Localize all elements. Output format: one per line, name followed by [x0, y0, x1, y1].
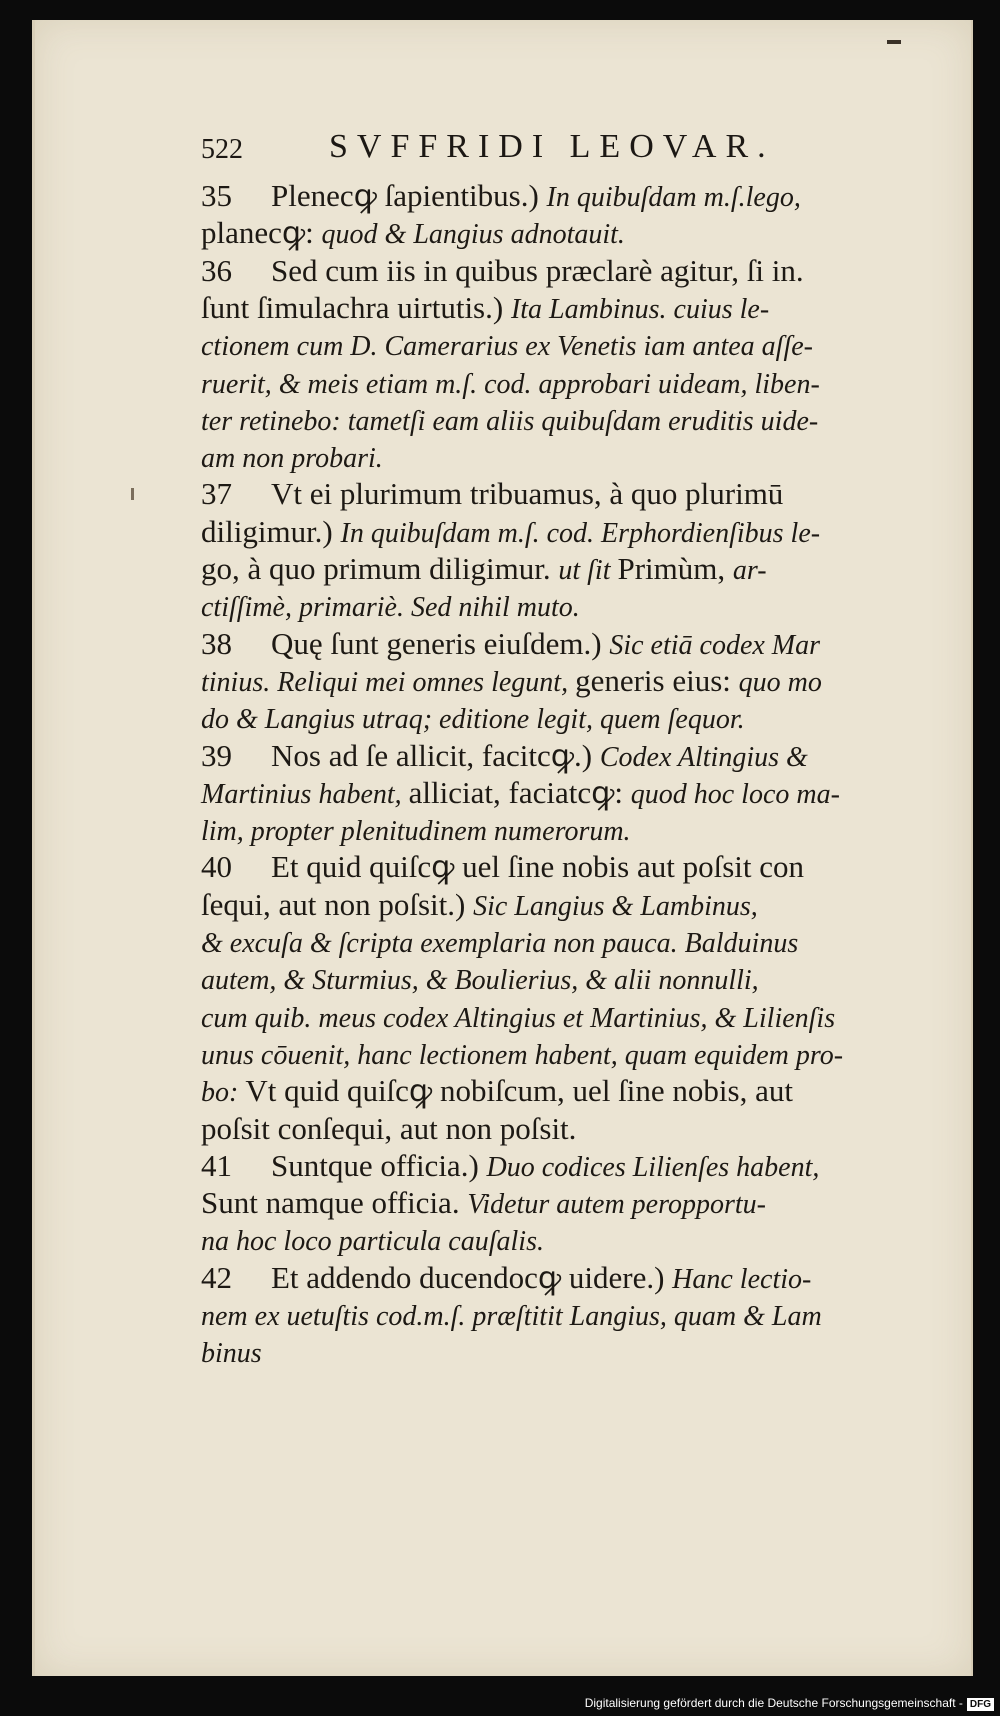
text-line: [201, 810, 631, 850]
text-segment: ar-: [732, 555, 767, 586]
text-line: [201, 661, 822, 701]
text-segment: am non probari.: [201, 443, 383, 475]
text-segment: Nos ad ſe allicit, facitcꝙ.): [271, 737, 600, 773]
text-line: [201, 1034, 843, 1074]
text-segment: Suntque officia.): [271, 1147, 487, 1183]
text-segment: ctiſſimè, primariè. Sed nihil muto.: [201, 592, 580, 624]
text-line: [201, 885, 758, 925]
text-line: [201, 176, 801, 216]
text-line: [201, 400, 818, 440]
text-segment: quo mo: [738, 666, 822, 698]
text-line: [201, 288, 769, 328]
text-segment: ſunt ſimulachra uirtutis.): [201, 289, 511, 325]
text-line: [201, 736, 808, 776]
text-line: [201, 325, 813, 365]
note-number: 37: [201, 476, 232, 512]
text-line: [201, 363, 820, 403]
page-number: 522: [201, 134, 243, 165]
footer-credit: Digitalisierung gefördert durch die Deutsche Forschungsgemeinschaft -: [584, 1696, 963, 1710]
text-line: [201, 698, 745, 738]
text-line: [201, 624, 820, 664]
text-segment: ruerit, & meis etiam m.ſ. cod. approbari uideam, liben-: [201, 368, 820, 400]
text-segment: Plenecꝙ ſapientibus.): [271, 178, 547, 213]
note-number: 41: [201, 1147, 232, 1183]
text-segment: ter retinebo: tametſi eam aliis quibuſdam eruditis uide-: [201, 405, 819, 437]
margin-speck: [131, 488, 134, 500]
text-segment: Videtur autem peropportu-: [467, 1189, 766, 1221]
text-segment: binus: [201, 1338, 262, 1370]
text-line: [201, 922, 798, 962]
text-segment: nem ex uetuſtis cod.m.ſ. præſtitit Langius, quam & Lam: [201, 1301, 822, 1332]
text-segment: Quę ſunt generis eiuſdem.): [271, 625, 610, 661]
text-segment: generis eius:: [575, 662, 739, 698]
note-number: 39: [201, 737, 232, 773]
text-segment: unus cōuenit, hanc lectionem habent, quam equidem pro-: [201, 1039, 844, 1071]
text-segment: Vt quid quiſcꝙ nobiſcum, uel ſine nobis, aut: [245, 1073, 793, 1109]
text-segment: autem, & Sturmius, & Boulierius, & alii nonnulli,: [201, 965, 759, 997]
note-number: 40: [201, 849, 232, 885]
text-segment: Hanc lectio-: [672, 1263, 812, 1295]
text-segment: planecꝙ:: [201, 215, 322, 251]
text-segment: Vt ei plurimum tribuamus, à quo plurimū: [271, 476, 784, 512]
text-segment: ſequi, aut non poſsit.): [201, 886, 474, 922]
corner-mark: [887, 40, 901, 44]
text-line: [201, 847, 804, 887]
note-number: 35: [201, 178, 232, 213]
text-line: [201, 1220, 544, 1260]
text-segment: diligimur.): [201, 513, 341, 549]
text-segment: Sic Langius & Lambinus,: [473, 890, 758, 922]
text-segment: In quibuſdam m.ſ. cod. Erphordienſibus le-: [340, 517, 821, 549]
text-line: [201, 512, 820, 552]
text-segment: alliciat, faciatcꝙ:: [408, 774, 631, 810]
text-segment: Sic etiā codex Mar: [609, 629, 821, 661]
text-line: [201, 1146, 819, 1186]
text-segment: do & Langius utraq; editione legit, quem ſequor.: [201, 704, 745, 736]
text-line: [201, 437, 383, 477]
text-segment: Duo codices Lilienſes habent,: [486, 1151, 820, 1183]
text-segment: & excuſa & ſcripta exemplaria non pauca. Balduinus: [201, 928, 799, 959]
text-segment: Ita Lambinus. cuius le-: [510, 293, 770, 325]
text-segment: Et addendo ducendocꝙ uidere.): [271, 1259, 673, 1295]
dfg-logo-icon: DFG: [967, 1698, 994, 1711]
page-header: [201, 114, 841, 170]
text-line: [201, 773, 840, 813]
text-line: [201, 997, 835, 1037]
text-segment: bo:: [201, 1077, 246, 1109]
text-line: [201, 1295, 822, 1335]
text-line: [201, 474, 783, 514]
text-line: [201, 213, 625, 253]
text-line: [201, 1332, 262, 1372]
book-page: [32, 20, 973, 1676]
text-segment: cum quib. meus codex Altingius et Martinius, & Lilienſis: [201, 1002, 836, 1034]
text-line: [201, 1109, 576, 1149]
text-segment: quod & Langius adnotauit.: [321, 219, 625, 251]
note-number: 36: [201, 252, 232, 288]
text-segment: ut ſit: [558, 555, 618, 586]
text-line: [201, 251, 804, 291]
text-segment: Sunt namque officia.: [201, 1185, 468, 1221]
text-segment: Sed cum iis in quibus præclarè agitur, ſi in.: [271, 252, 804, 288]
text-segment: Et quid quiſcꝙ uel ſine nobis aut poſsit con: [271, 849, 804, 885]
text-line: [201, 1258, 811, 1298]
note-number: 42: [201, 1259, 232, 1295]
text-segment: poſsit conſequi, aut non poſsit.: [201, 1110, 577, 1146]
text-segment: Primùm,: [617, 551, 733, 586]
text-segment: na hoc loco particula cauſalis.: [201, 1226, 544, 1258]
text-segment: In quibuſdam m.ſ.lego,: [546, 182, 801, 213]
text-segment: tinius. Reliqui mei omnes legunt,: [201, 666, 576, 698]
text-segment: ctionem cum D. Camerarius ex Venetis iam antea aſſe-: [201, 331, 813, 363]
text-line: [201, 586, 580, 626]
text-segment: Martinius habent,: [201, 778, 409, 810]
text-segment: Codex Altingius &: [599, 741, 808, 773]
digitization-footer: [500, 1696, 994, 1714]
note-number: 38: [201, 625, 232, 661]
text-segment: quod hoc loco ma-: [630, 778, 840, 810]
text-line: [201, 959, 759, 999]
text-segment: lim, propter plenitudinem numerorum.: [201, 816, 631, 848]
text-line: [201, 1183, 766, 1223]
text-segment: go, à quo primum diligimur.: [201, 551, 559, 586]
running-title: SVFFRIDI LEOVAR.: [329, 128, 775, 165]
text-line: [201, 549, 767, 589]
text-line: [201, 1071, 793, 1111]
